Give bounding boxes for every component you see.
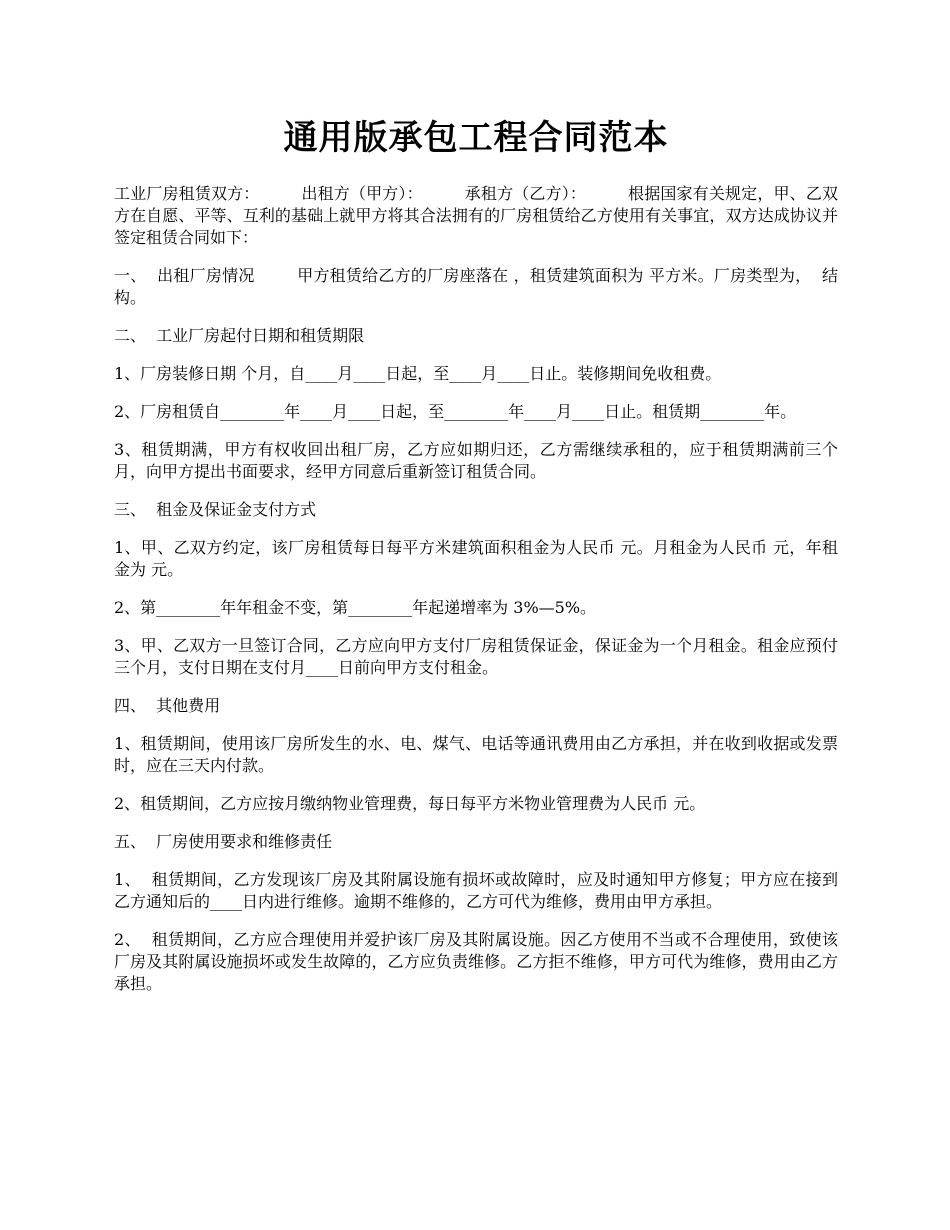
section-2-item-3: 3、租赁期满，甲方有权收回出租厂房，乙方应如期归还，乙方需继续承租的，应于租赁期满前三个月，向甲方提出书面要求，经甲方同意后重新签订租赁合同。	[114, 440, 838, 481]
section-3-heading: 三、 租金及保证金支付方式	[114, 500, 317, 519]
section-5-item-2: 2、 租赁期间，乙方应合理使用并爱护该厂房及其附属设施。因乙方使用不当或不合理使用，致使该厂房及其附属设施损坏或发生故障的，乙方应负责维修。乙方拒不维修，甲方可代为维修，费用由乙方承担。	[114, 930, 838, 993]
section-5-heading: 五、 厂房使用要求和维修责任	[114, 832, 333, 851]
document-page	[114, 0, 838, 1011]
document-title: 通用版承包工程合同范本	[283, 118, 669, 158]
section-2-item-1: 1、厂房装修日期 个月，自____月____日起，至____月____日止。装修期间免收租费。	[114, 364, 722, 383]
section-2-item-2: 2、厂房租赁自________年____月____日起，至________年____月____日止。租赁期________年。	[114, 402, 797, 421]
section-3-item-2: 2、第________年年租金不变，第________年起递增率为 3%—5%。	[114, 598, 597, 617]
intro-paragraph: 工业厂房租赁双方： 出租方（甲方）： 承租方（乙方）： 根据国家有关规定，甲、乙双方在自愿、平等、互利的基础上就甲方将其合法拥有的厂房租赁给乙方使用有关事宜，双方达成协议并签定租赁合同如下：	[114, 184, 838, 247]
section-3-item-1: 1、甲、乙双方约定，该厂房租赁每日每平方米建筑面积租金为人民币 元。月租金为人民币 元，年租金为 元。	[114, 538, 838, 579]
document-body	[114, 183, 838, 995]
section-4-item-2: 2、租赁期间，乙方应按月缴纳物业管理费，每日每平方米物业管理费为人民币 元。	[114, 794, 706, 813]
section-4-item-1: 1、租赁期间，使用该厂房所发生的水、电、煤气、电话等通讯费用由乙方承担，并在收到收据或发票时，应在三天内付款。	[114, 734, 838, 775]
section-2-heading: 二、 工业厂房起付日期和租赁期限	[114, 326, 365, 345]
section-5-item-1: 1、 租赁期间，乙方发现该厂房及其附属设施有损坏或故障时，应及时通知甲方修复；甲方应在接到乙方通知后的____日内进行维修。逾期不维修的，乙方可代为维修，费用由甲方承担。	[114, 870, 838, 911]
section-3-item-3: 3、甲、乙双方一旦签订合同，乙方应向甲方支付厂房租赁保证金，保证金为一个月租金。租金应预付三个月，支付日期在支付月____日前向甲方支付租金。	[114, 636, 838, 677]
section-1-paragraph: 一、 出租厂房情况 甲方租赁给乙方的厂房座落在 ，租赁建筑面积为 平方米。厂房类型为， 结构。	[114, 266, 838, 307]
section-4-heading: 四、 其他费用	[114, 696, 221, 715]
